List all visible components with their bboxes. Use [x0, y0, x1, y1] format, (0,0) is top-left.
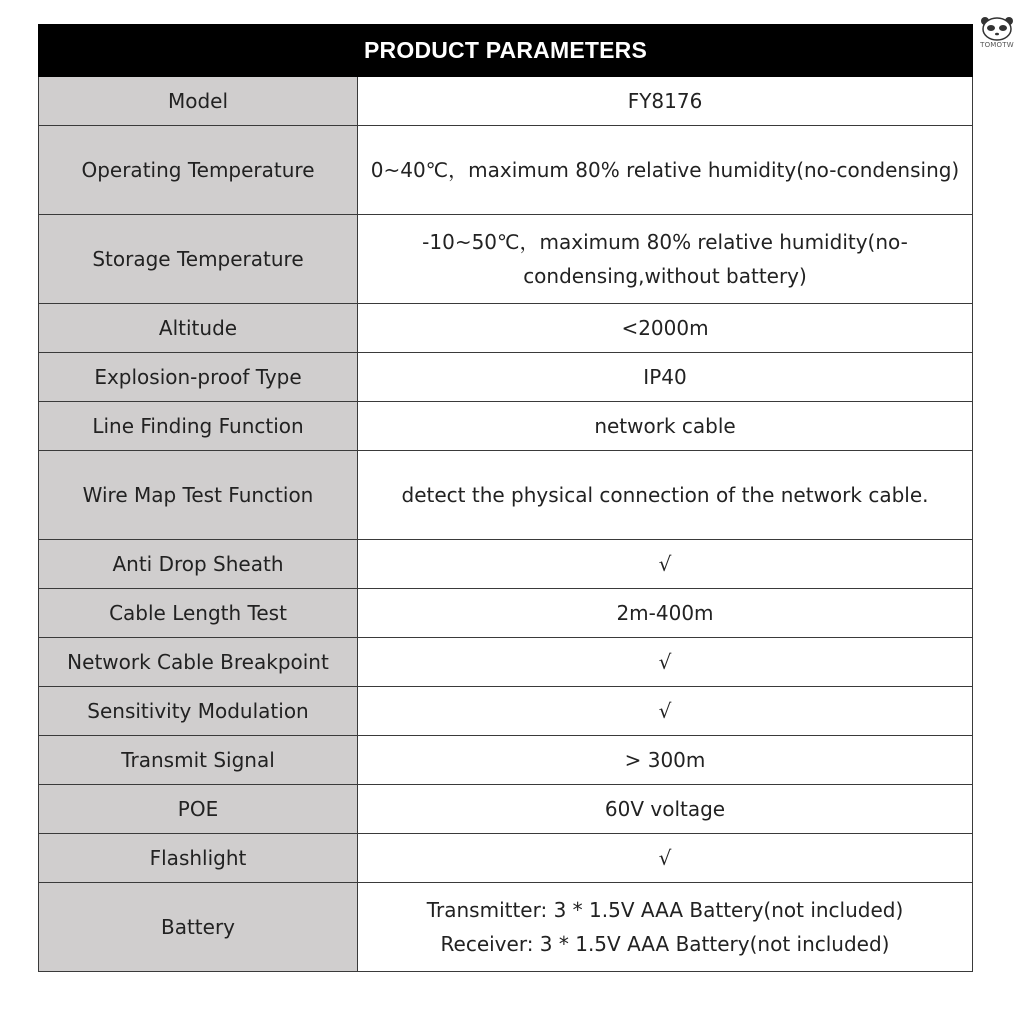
param-value: <2000m — [358, 304, 973, 353]
product-parameters-table — [38, 24, 973, 972]
table-row — [39, 402, 973, 451]
param-value: detect the physical connection of the network cable. — [358, 451, 973, 540]
param-label: Operating Temperature — [39, 126, 358, 215]
table-row — [39, 304, 973, 353]
checkmark-icon: √ — [358, 638, 973, 687]
table-row — [39, 589, 973, 638]
param-label: Sensitivity Modulation — [39, 687, 358, 736]
table-row — [39, 785, 973, 834]
table-row — [39, 736, 973, 785]
table-row — [39, 540, 973, 589]
table-title: PRODUCT PARAMETERS — [39, 25, 973, 77]
checkmark-icon: √ — [358, 687, 973, 736]
brand-logo — [974, 14, 1020, 56]
param-label: Anti Drop Sheath — [39, 540, 358, 589]
param-label: Model — [39, 77, 358, 126]
param-label: Explosion-proof Type — [39, 353, 358, 402]
param-value: IP40 — [358, 353, 973, 402]
table-row — [39, 77, 973, 126]
param-value: FY8176 — [358, 77, 973, 126]
param-value: > 300m — [358, 736, 973, 785]
param-value: 0~40℃，maximum 80% relative humidity(no-condensing) — [358, 126, 973, 215]
panda-icon — [974, 14, 1020, 42]
param-label: Storage Temperature — [39, 215, 358, 304]
table-row — [39, 353, 973, 402]
param-value: network cable — [358, 402, 973, 451]
param-value-line: Receiver: 3 * 1.5V AAA Battery(not included) — [440, 932, 890, 956]
logo-text: TOMOTW — [980, 41, 1014, 49]
param-label: Cable Length Test — [39, 589, 358, 638]
param-value-line: -10~50℃，maximum 80% relative humidity(no- — [422, 230, 908, 254]
table-row — [39, 883, 973, 972]
param-value-line: Transmitter: 3 * 1.5V AAA Battery(not included) — [426, 898, 904, 922]
table-row — [39, 126, 973, 215]
param-value — [358, 215, 973, 304]
table-row — [39, 834, 973, 883]
param-value: 2m-400m — [358, 589, 973, 638]
table-row — [39, 638, 973, 687]
param-label: Wire Map Test Function — [39, 451, 358, 540]
param-value: 60V voltage — [358, 785, 973, 834]
param-label: Altitude — [39, 304, 358, 353]
param-label: Transmit Signal — [39, 736, 358, 785]
table-row — [39, 687, 973, 736]
table-row — [39, 451, 973, 540]
table-row — [39, 215, 973, 304]
param-value — [358, 883, 973, 972]
param-label: Network Cable Breakpoint — [39, 638, 358, 687]
param-label: Flashlight — [39, 834, 358, 883]
param-value-line: condensing,without battery) — [523, 264, 807, 288]
param-label: Line Finding Function — [39, 402, 358, 451]
checkmark-icon: √ — [358, 540, 973, 589]
param-label: Battery — [39, 883, 358, 972]
param-label: POE — [39, 785, 358, 834]
checkmark-icon: √ — [358, 834, 973, 883]
